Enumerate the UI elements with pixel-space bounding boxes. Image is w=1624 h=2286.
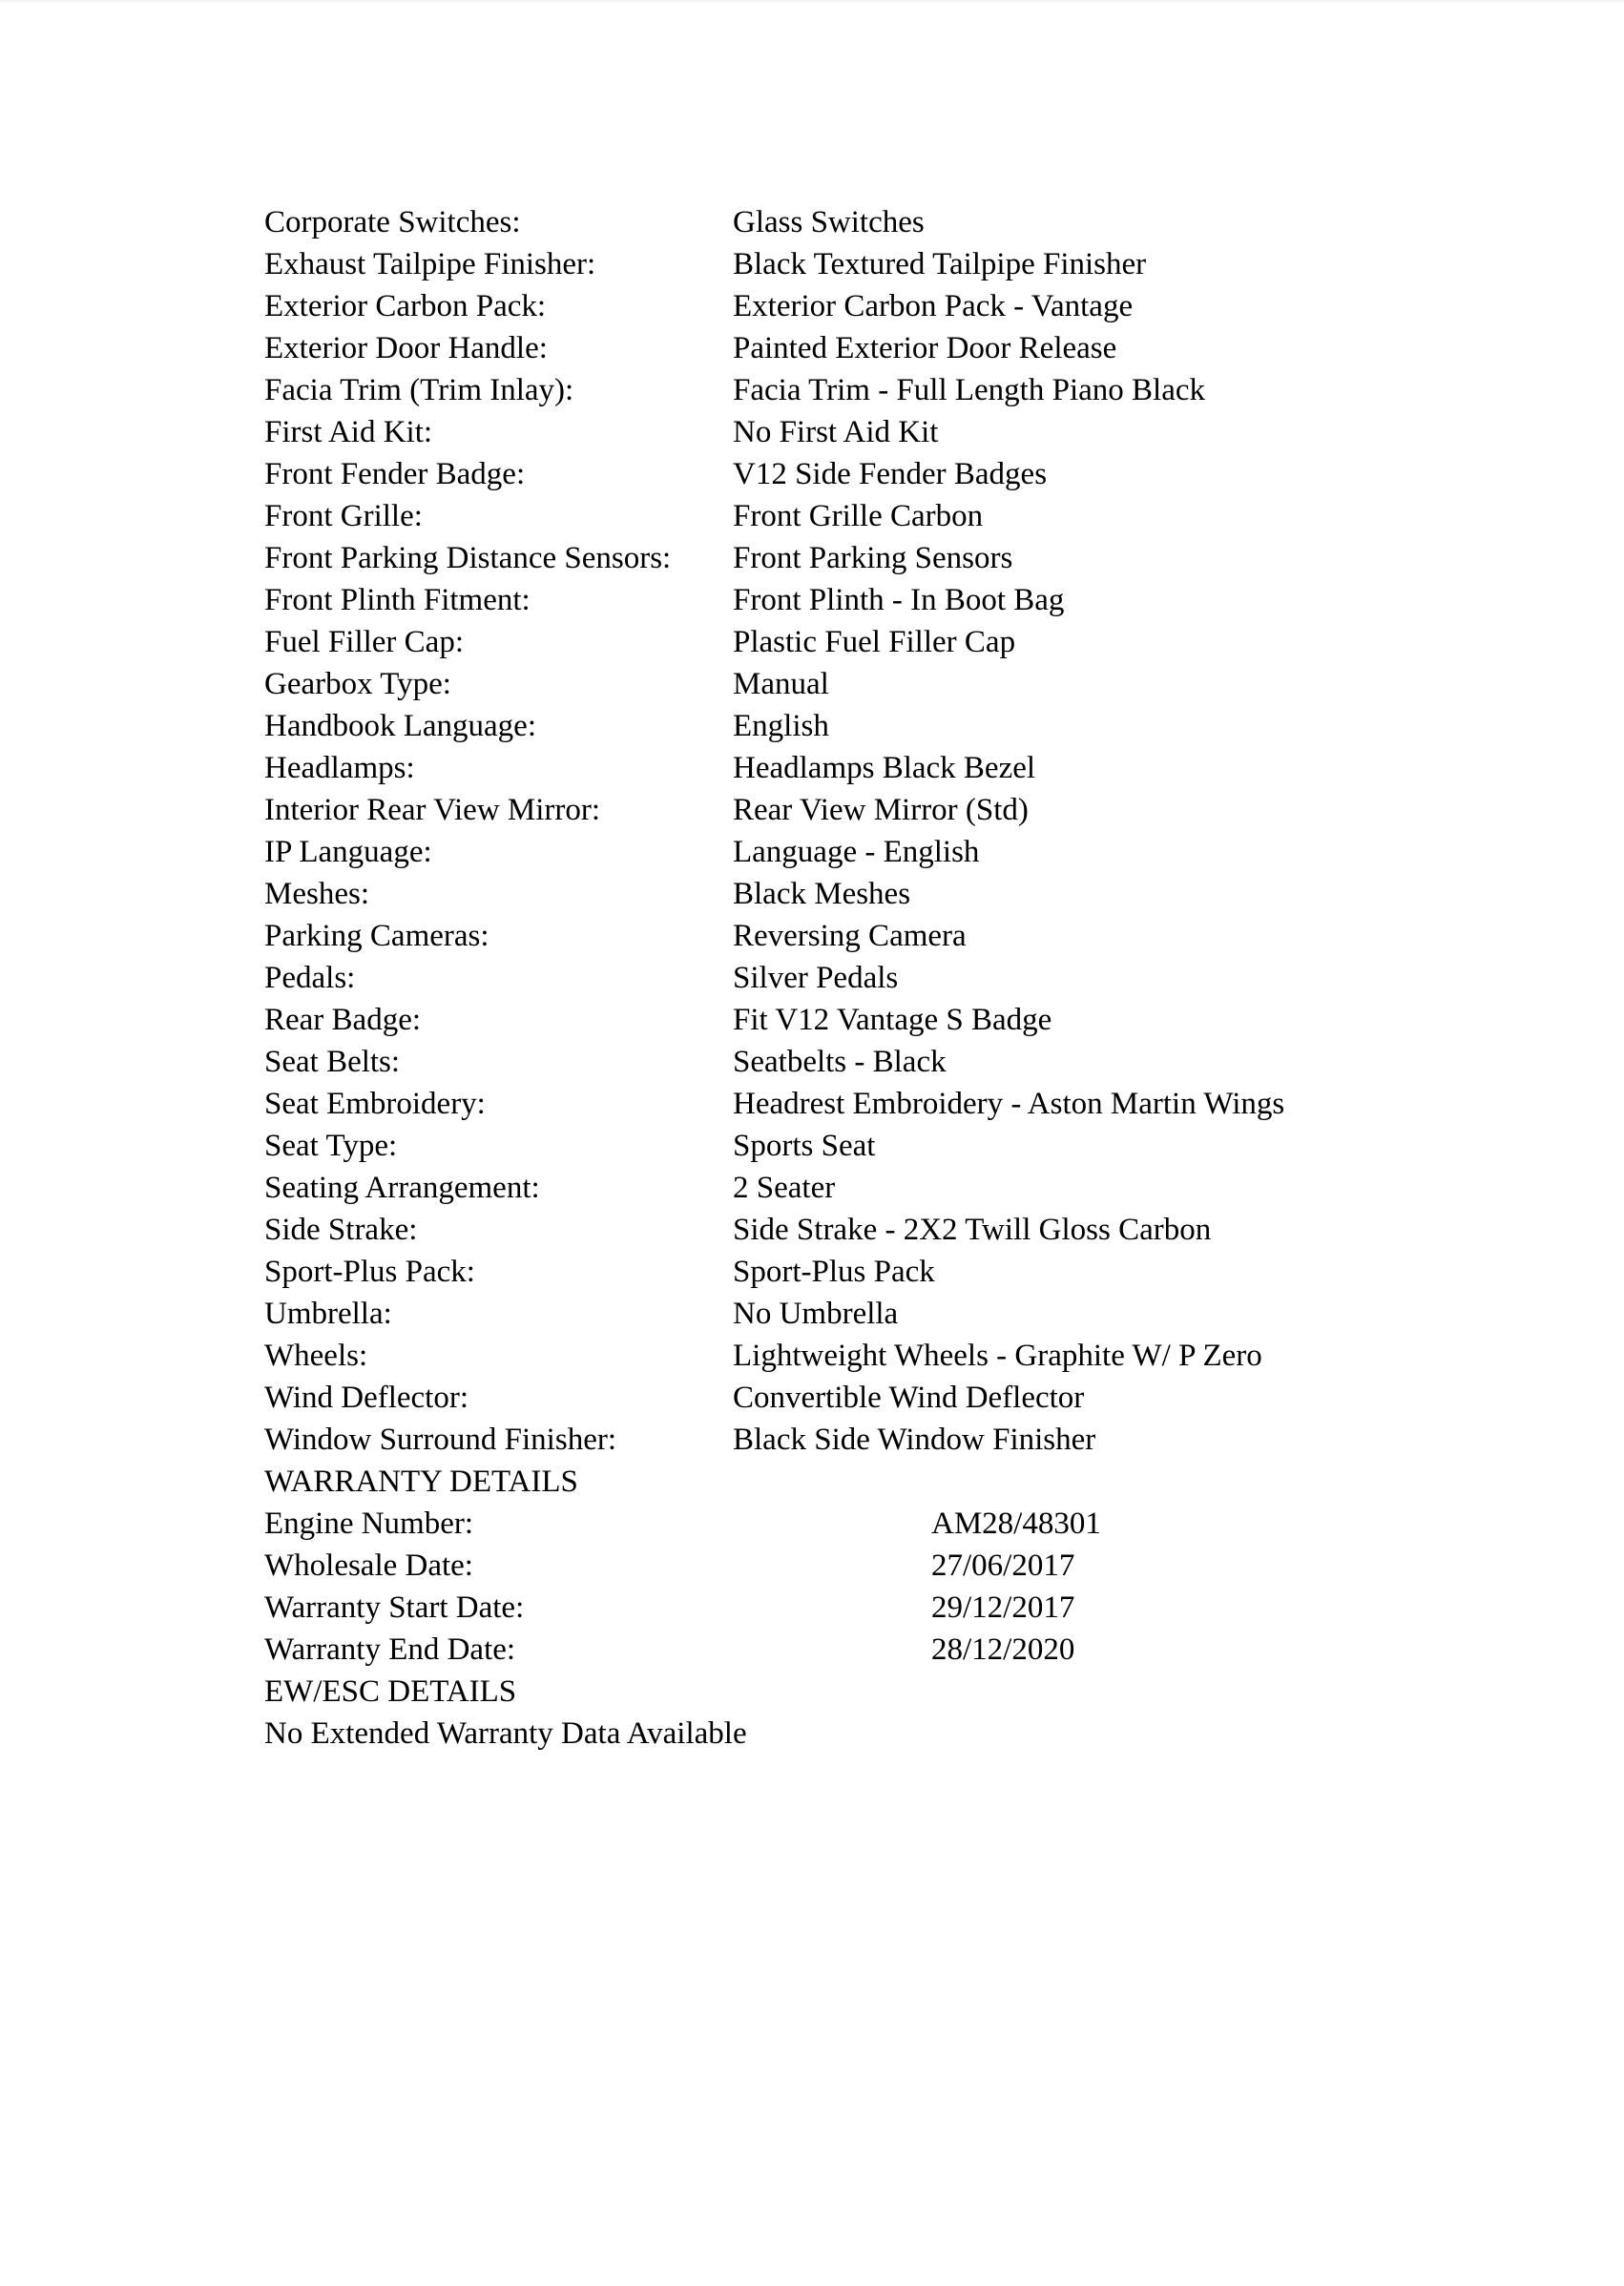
warranty-row xyxy=(0,1545,1624,1587)
spec-row xyxy=(0,915,1624,957)
spec-label: Front Plinth Fitment: xyxy=(264,583,531,617)
spec-label: Rear Badge: xyxy=(264,1003,422,1037)
spec-label: Front Grille: xyxy=(264,499,423,533)
spec-label: Wheels: xyxy=(264,1339,368,1373)
ew-esc-details-heading: EW/ESC DETAILS xyxy=(264,1674,517,1709)
spec-row xyxy=(0,201,1624,243)
spec-value: Front Parking Sensors xyxy=(733,541,1013,575)
spec-value: Glass Switches xyxy=(733,205,925,239)
spec-label: Side Strake: xyxy=(264,1213,418,1247)
spec-row xyxy=(0,1167,1624,1209)
warranty-label: Warranty End Date: xyxy=(264,1632,516,1667)
spec-value: Language - English xyxy=(733,835,980,869)
spec-value: Painted Exterior Door Release xyxy=(733,331,1117,365)
spec-label: Sport-Plus Pack: xyxy=(264,1255,475,1289)
spec-label: Wind Deflector: xyxy=(264,1381,469,1415)
spec-row xyxy=(0,957,1624,999)
spec-row xyxy=(0,747,1624,789)
spec-value: Black Meshes xyxy=(733,877,911,911)
spec-row xyxy=(0,831,1624,873)
spec-value: Facia Trim - Full Length Piano Black xyxy=(733,373,1205,407)
vehicle-specification-report xyxy=(0,201,1624,1755)
spec-value: Front Plinth - In Boot Bag xyxy=(733,583,1065,617)
spec-label: Interior Rear View Mirror: xyxy=(264,793,601,827)
spec-value: Sport-Plus Pack xyxy=(733,1255,935,1289)
spec-label: Corporate Switches: xyxy=(264,205,521,239)
ew-esc-section-row xyxy=(0,1671,1624,1713)
spec-row xyxy=(0,621,1624,663)
spec-label: Front Parking Distance Sensors: xyxy=(264,541,672,575)
spec-value: Manual xyxy=(733,667,829,701)
spec-row xyxy=(0,285,1624,327)
spec-row xyxy=(0,537,1624,579)
spec-label: Headlamps: xyxy=(264,751,415,785)
spec-value: Side Strake - 2X2 Twill Gloss Carbon xyxy=(733,1213,1212,1247)
spec-label: Exterior Carbon Pack: xyxy=(264,289,547,323)
spec-row xyxy=(0,1335,1624,1377)
spec-label: Seat Type: xyxy=(264,1129,398,1163)
spec-label: IP Language: xyxy=(264,835,432,869)
spec-value: Lightweight Wheels - Graphite W/ P Zero xyxy=(733,1339,1262,1373)
warranty-list xyxy=(0,1503,1624,1671)
spec-value: Sports Seat xyxy=(733,1129,876,1163)
spec-row xyxy=(0,495,1624,537)
spec-value: No First Aid Kit xyxy=(733,415,939,449)
spec-value: Seatbelts - Black xyxy=(733,1045,947,1079)
spec-row xyxy=(0,999,1624,1041)
spec-value: Silver Pedals xyxy=(733,961,899,995)
warranty-details-heading: WARRANTY DETAILS xyxy=(264,1465,578,1499)
spec-label: Seat Belts: xyxy=(264,1045,401,1079)
spec-label: Pedals: xyxy=(264,961,356,995)
warranty-row xyxy=(0,1629,1624,1671)
specification-list xyxy=(0,201,1624,1461)
warranty-label: Wholesale Date: xyxy=(264,1548,473,1583)
spec-label: Meshes: xyxy=(264,877,369,911)
warranty-row xyxy=(0,1587,1624,1629)
spec-value: Headlamps Black Bezel xyxy=(733,751,1036,785)
spec-row xyxy=(0,1419,1624,1461)
warranty-value: 27/06/2017 xyxy=(931,1548,1075,1583)
no-extended-warranty-text: No Extended Warranty Data Available xyxy=(264,1716,747,1751)
spec-value: Reversing Camera xyxy=(733,919,967,953)
spec-row xyxy=(0,243,1624,285)
spec-value: English xyxy=(733,709,829,743)
warranty-value: AM28/48301 xyxy=(931,1507,1101,1541)
spec-value: Plastic Fuel Filler Cap xyxy=(733,625,1016,659)
spec-value: Exterior Carbon Pack - Vantage xyxy=(733,289,1134,323)
spec-label: First Aid Kit: xyxy=(264,415,433,449)
spec-label: Seating Arrangement: xyxy=(264,1171,540,1205)
warranty-label: Warranty Start Date: xyxy=(264,1590,525,1625)
ew-esc-note-row xyxy=(0,1713,1624,1755)
page-top-edge-line xyxy=(0,0,1624,2)
spec-row xyxy=(0,705,1624,747)
spec-row xyxy=(0,327,1624,369)
spec-row xyxy=(0,873,1624,915)
spec-value: Fit V12 Vantage S Badge xyxy=(733,1003,1052,1037)
spec-label: Facia Trim (Trim Inlay): xyxy=(264,373,574,407)
spec-label: Front Fender Badge: xyxy=(264,457,526,491)
spec-row xyxy=(0,1377,1624,1419)
spec-value: Convertible Wind Deflector xyxy=(733,1381,1085,1415)
spec-row xyxy=(0,663,1624,705)
warranty-details-section-row xyxy=(0,1461,1624,1503)
spec-value: Rear View Mirror (Std) xyxy=(733,793,1029,827)
spec-row xyxy=(0,579,1624,621)
spec-value: Black Textured Tailpipe Finisher xyxy=(733,247,1147,281)
spec-row xyxy=(0,1083,1624,1125)
warranty-row xyxy=(0,1503,1624,1545)
spec-row xyxy=(0,1125,1624,1167)
spec-value: 2 Seater xyxy=(733,1171,836,1205)
spec-value: No Umbrella xyxy=(733,1297,899,1331)
spec-row xyxy=(0,1293,1624,1335)
spec-label: Handbook Language: xyxy=(264,709,536,743)
spec-label: Exterior Door Handle: xyxy=(264,331,548,365)
warranty-value: 28/12/2020 xyxy=(931,1632,1075,1667)
spec-row xyxy=(0,411,1624,453)
spec-row xyxy=(0,453,1624,495)
spec-value: Black Side Window Finisher xyxy=(733,1423,1096,1457)
spec-label: Umbrella: xyxy=(264,1297,392,1331)
warranty-value: 29/12/2017 xyxy=(931,1590,1075,1625)
spec-row xyxy=(0,1209,1624,1251)
spec-label: Seat Embroidery: xyxy=(264,1087,486,1121)
spec-row xyxy=(0,369,1624,411)
spec-row xyxy=(0,789,1624,831)
spec-label: Parking Cameras: xyxy=(264,919,489,953)
spec-label: Fuel Filler Cap: xyxy=(264,625,464,659)
spec-label: Gearbox Type: xyxy=(264,667,451,701)
spec-row xyxy=(0,1041,1624,1083)
spec-row xyxy=(0,1251,1624,1293)
spec-label: Exhaust Tailpipe Finisher: xyxy=(264,247,596,281)
spec-label: Window Surround Finisher: xyxy=(264,1423,616,1457)
spec-value: Front Grille Carbon xyxy=(733,499,984,533)
spec-value: Headrest Embroidery - Aston Martin Wings xyxy=(733,1087,1285,1121)
spec-value: V12 Side Fender Badges xyxy=(733,457,1048,491)
warranty-label: Engine Number: xyxy=(264,1507,474,1541)
